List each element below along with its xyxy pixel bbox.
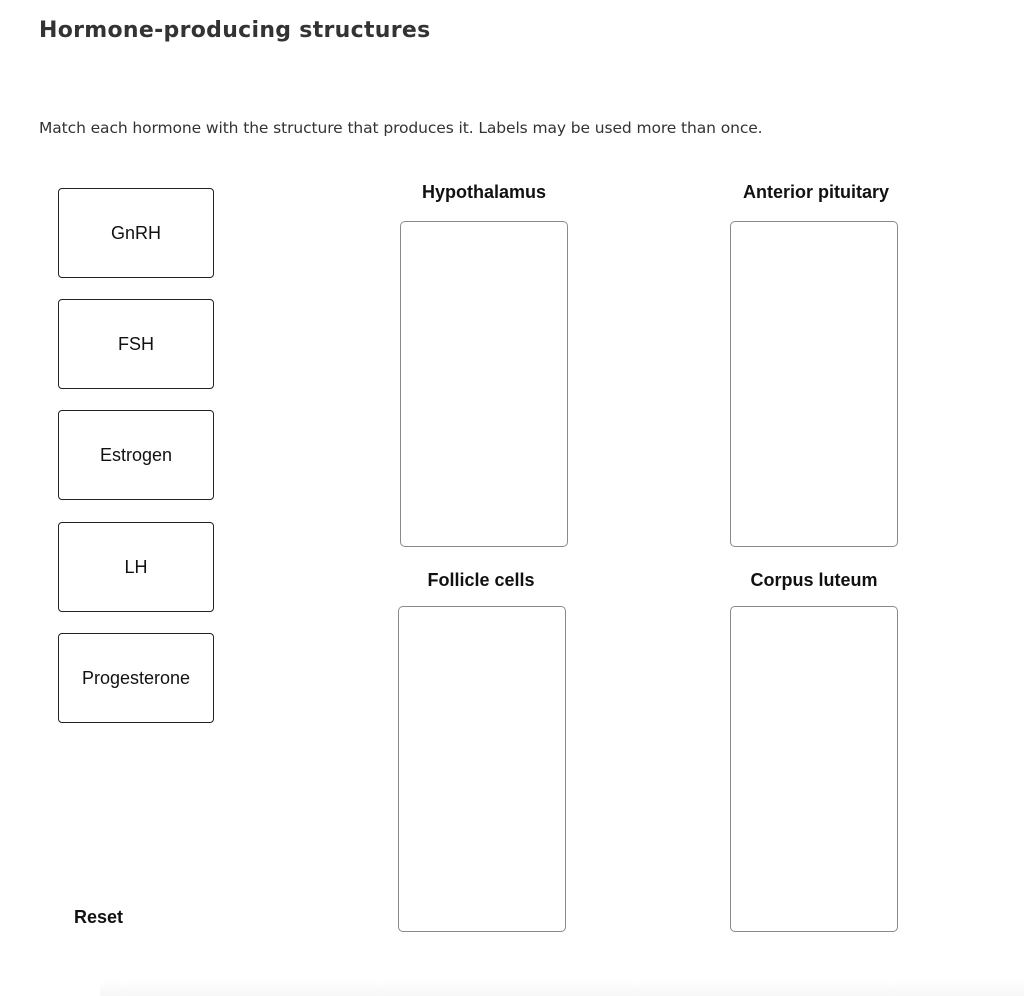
drop-zone-corpus-luteum[interactable] <box>730 606 898 932</box>
page-title: Hormone-producing structures <box>39 18 431 43</box>
label-tile-gnrh[interactable]: GnRH <box>58 188 214 278</box>
target-heading-hypothalamus: Hypothalamus <box>421 182 547 202</box>
target-heading-anterior-pituitary: Anterior pituitary <box>742 182 889 202</box>
label-tile-fsh[interactable]: FSH <box>58 299 214 389</box>
label-tile-progesterone[interactable]: Progesterone <box>58 633 214 723</box>
label-tile-lh[interactable]: LH <box>58 522 214 612</box>
target-heading-follicle-cells: Follicle cells <box>427 570 535 590</box>
label-tile-estrogen[interactable]: Estrogen <box>58 410 214 500</box>
instructions-text: Match each hormone with the structure that produces it. Labels may be used more than once. <box>39 119 763 137</box>
drop-zone-follicle-cells[interactable] <box>398 606 566 932</box>
drop-zone-anterior-pituitary[interactable] <box>730 221 898 547</box>
drop-zone-hypothalamus[interactable] <box>400 221 568 547</box>
reset-button[interactable]: Reset <box>74 907 124 927</box>
bottom-edge-shade <box>100 980 1024 996</box>
target-heading-corpus-luteum: Corpus luteum <box>750 570 878 590</box>
